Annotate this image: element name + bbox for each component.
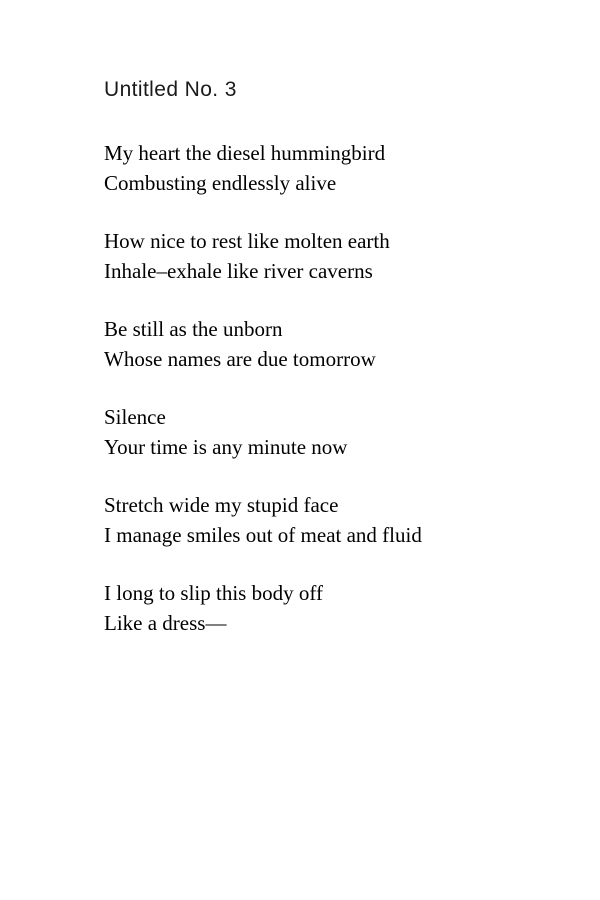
stanza (104, 403, 574, 462)
poem-line: Stretch wide my stupid face (104, 493, 339, 517)
stanza (104, 579, 574, 638)
poem-title: Untitled No. 3 (104, 78, 237, 101)
stanza (104, 491, 574, 550)
poem-line: Combusting endlessly alive (104, 170, 337, 195)
poem-line: Like a dress— (104, 610, 227, 635)
poem-page (104, 74, 574, 667)
poem-line: My heart the diesel hummingbird (104, 141, 386, 165)
poem-line: Silence (104, 405, 166, 429)
poem-line: Your time is any minute now (104, 434, 348, 459)
poem-body (104, 139, 574, 638)
poem-line: Be still as the unborn (104, 317, 283, 341)
stanza (104, 315, 574, 374)
stanza (104, 227, 574, 286)
poem-line: How nice to rest like molten earth (104, 229, 390, 253)
poem-line: Inhale–exhale like river caverns (104, 258, 373, 283)
stanza (104, 139, 574, 198)
poem-line: I manage smiles out of meat and fluid (104, 522, 422, 547)
poem-line: I long to slip this body off (104, 581, 323, 605)
poem-line: Whose names are due tomorrow (104, 346, 376, 371)
